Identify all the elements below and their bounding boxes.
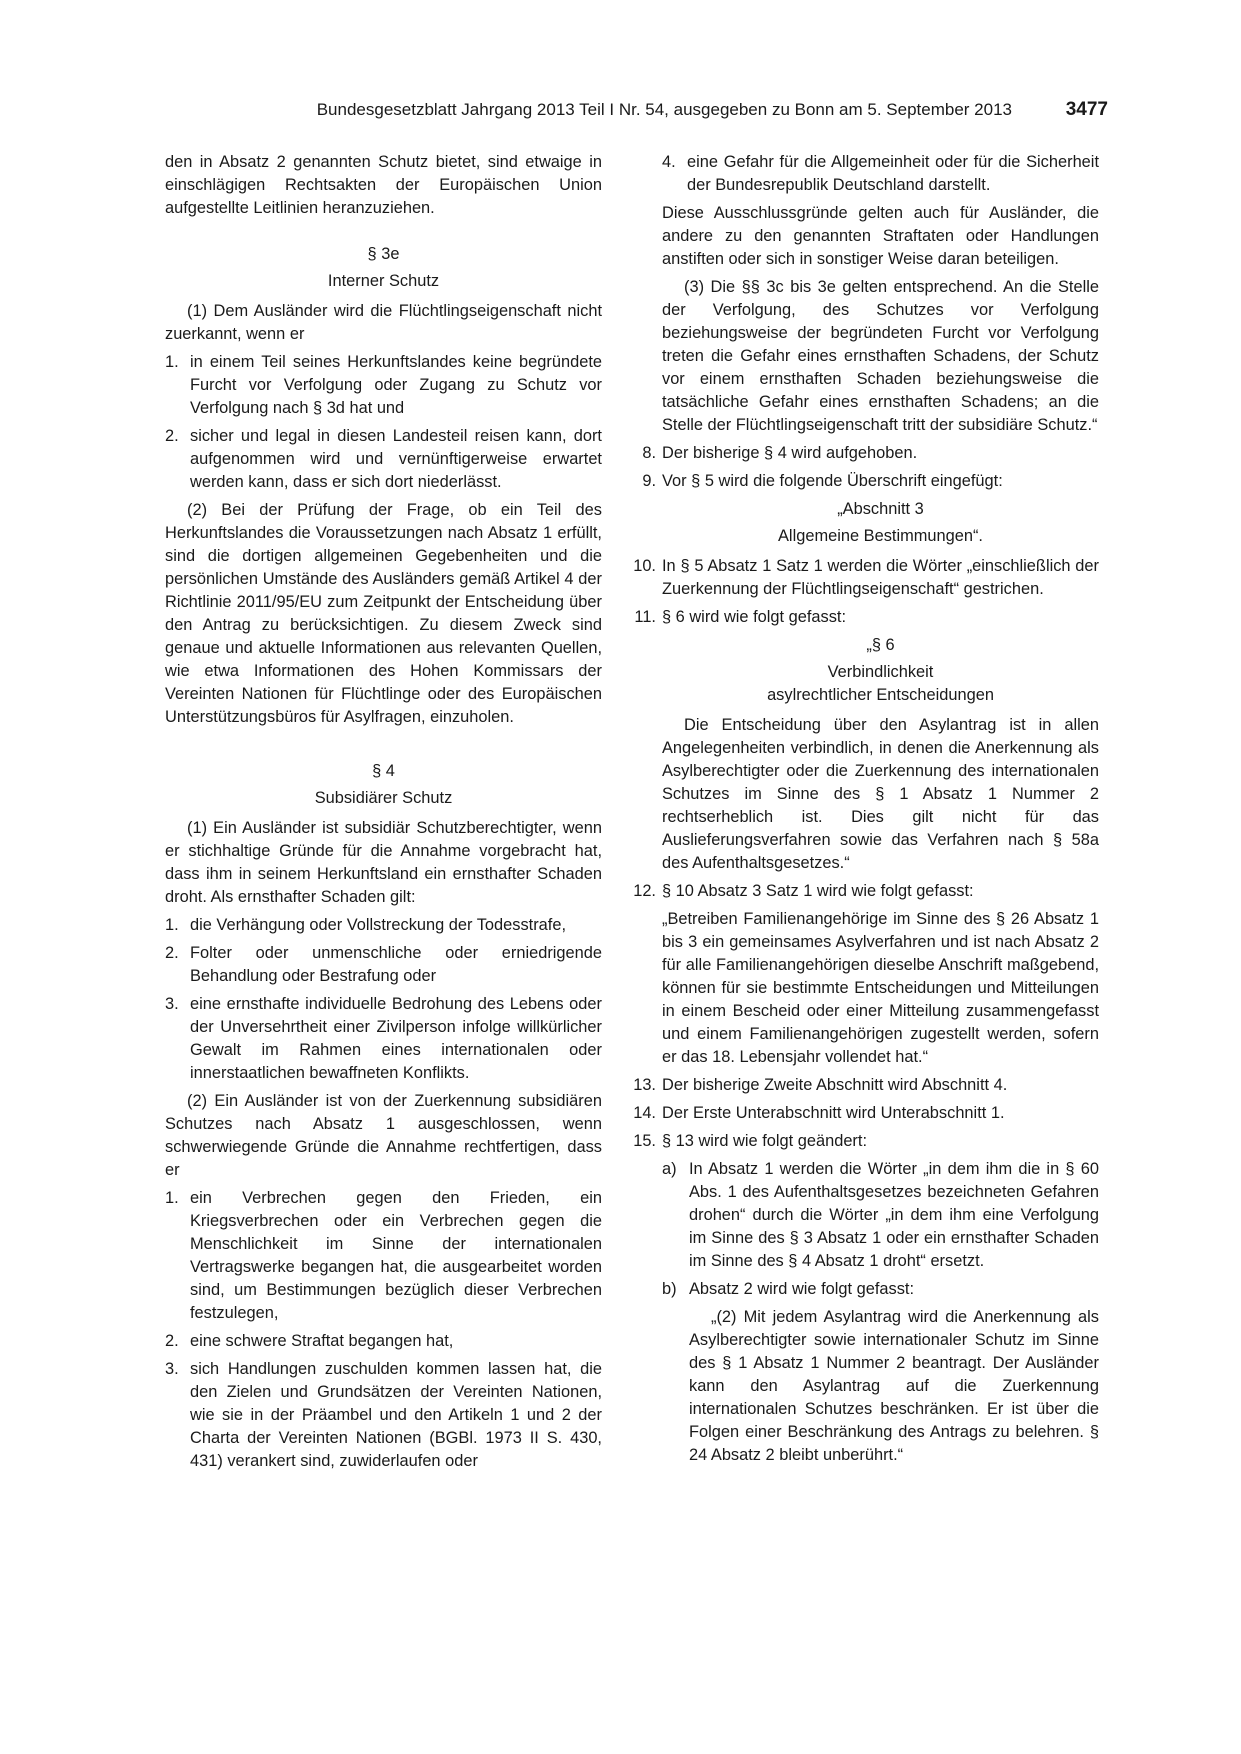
section-3e-heading: § 3e bbox=[367, 245, 400, 263]
section-6-heading: „§ 6 bbox=[866, 636, 895, 654]
amendment-item: 12. § 10 Absatz 3 Satz 1 wird wie folgt gefasst: bbox=[633, 882, 974, 900]
section-4-heading: § 4 bbox=[372, 762, 395, 780]
sub-item: b) Absatz 2 wird wie folgt gefasst: bbox=[662, 1280, 915, 1298]
sub-item: a) In Absatz 1 werden die Wörter „in dem ihm die in § 60 Abs. 1 des Aufenthaltsgesetzes bezeichneten Gefahren drohen“ durch die Wörter „in dem ihm eine Verfolgung im Sinne des § 3 Absatz 1 oder ein ernsthafter Schaden im Sinne des § 4 Absatz 1 droht“ ersetzt. bbox=[662, 1160, 1099, 1270]
section-3e-paragraph-1: (1) Dem Ausländer wird die Flüchtlingseigenschaft nicht zuerkannt, wenn er bbox=[165, 302, 602, 343]
section-6-text: Die Entscheidung über den Asylantrag ist in allen Angelegenheiten verbindlich, in denen die Anerkennung als Asylberechtigter oder die Zuerkennung des internationalen Schutzes im Sinne des § 1 Absatz 1 Nummer 2 rechtserheblich ist. Dies gilt nicht für das Auslieferungsverfahren sowie das Verfahren nach § 58a des Aufenthaltsgesetzes.“ bbox=[662, 716, 1099, 872]
page-header bbox=[0, 99, 1241, 123]
amendment-item: 10. In § 5 Absatz 1 Satz 1 werden die Wörter „einschließlich der Zuerkennung der Flüchtlingseigenschaft“ gestrichen. bbox=[633, 557, 1099, 598]
section-4-paragraph-2: (2) Ein Ausländer ist von der Zuerkennung subsidiären Schutzes nach Absatz 1 ausgeschlossen, wenn schwerwiegende Gründe die Annahme rechtfertigen, dass er bbox=[165, 1092, 602, 1179]
section-3e-paragraph-2: (2) Bei der Prüfung der Frage, ob ein Teil des Herkunftslandes die Voraussetzungen nach Absatz 1 erfüllt, sind die dortigen allgemeinen Gegebenheiten und die persönlichen Umstände des Ausländers gemäß Artikel 4 der Richtlinie 2011/95/EU zum Zeitpunkt der Entscheidung über den Antrag zu berücksichtigen. Zu diesem Zweck sind genaue und aktuelle Informationen aus relevanten Quellen, wie etwa Informationen des Hohen Kommissars der Vereinten Nationen für Flüchtlinge oder des Europäischen Unterstützungsbüros für Asylfragen, einzuholen. bbox=[165, 501, 602, 726]
paragraph-3: (3) Die §§ 3c bis 3e gelten entsprechend. An die Stelle der Verfolgung, des Schutzes vor Verfolgung beziehungsweise der begründeten Furcht vor Verfolgung treten die Gefahr eines ernsthaften Schadens, der Schutz vor einem ernsthaften Schaden beziehungsweise die tatsächliche Gefahr eines ernsthaften Schadens; an die Stelle der Flüchtlingseigenschaft tritt der subsidiäre Schutz.“ bbox=[662, 278, 1099, 434]
section-3e-title: Interner Schutz bbox=[327, 272, 440, 290]
section-6-title-line-1: Verbindlichkeit bbox=[827, 663, 934, 681]
list-item: 1. ein Verbrechen gegen den Frieden, ein Kriegsverbrechen oder ein Verbrechen gegen die Menschlichkeit im Sinne der internationalen Vertragswerke begangen hat, die ausgearbeitet worden sind, um Bestimmungen bezüglich dieser Verbrechen festzulegen, bbox=[165, 1189, 602, 1322]
amendment-item: 15. § 13 wird wie folgt geändert: bbox=[633, 1132, 868, 1150]
exclusion-paragraph: Diese Ausschlussgründe gelten auch für Ausländer, die andere zu den genannten Straftaten oder Handlungen anstiften oder sich in sonstiger Weise daran beteiligen. bbox=[662, 204, 1099, 268]
section-6-title-line-2: asylrechtlicher Entscheidungen bbox=[767, 686, 994, 704]
intro-paragraph: den in Absatz 2 genannten Schutz bietet, sind etwaige in einschlägigen Rechtsakten der Europäischen Union aufgestellte Leitlinien heranzuziehen. bbox=[165, 153, 602, 217]
abschnitt-3-heading: „Abschnitt 3 bbox=[837, 500, 924, 518]
section-4-paragraph-1: (1) Ein Ausländer ist subsidiär Schutzberechtigter, wenn er stichhaltige Gründe für die Annahme vorgebracht hat, dass ihm in seinem Herkunftsland ein ernsthafter Schaden droht. Als ernsthafter Schaden gilt: bbox=[165, 819, 602, 906]
gazette-title: Bundesgesetzblatt Jahrgang 2013 Teil I Nr. 54, ausgegeben zu Bonn am 5. September 2013 bbox=[316, 100, 1012, 119]
list-item: 3. sich Handlungen zuschulden kommen lassen hat, die den Zielen und Grundsätzen der Vereinten Nationen, wie sie in der Präambel und den Artikeln 1 und 2 der Charta der Vereinten Nationen (BGBl. 1973 II S. 430, 431) verankert sind, zuwiderlaufen oder bbox=[165, 1360, 602, 1470]
list-item: 2. Folter oder unmenschliche oder erniedrigende Behandlung oder Bestrafung oder bbox=[165, 944, 602, 985]
section-10-new-text: „Betreiben Familienangehörige im Sinne des § 26 Absatz 1 bis 3 ein gemeinsames Asylverfahren und ist nach Absatz 2 für alle Familienangehörigen dieselbe Anschrift maßgebend, können für sie bestimmte Entscheidungen und Mitteilungen in einem Bescheid oder einer Mitteilung zusammengefasst und einem Familienangehörigen zugestellt werden, sofern er das 18. Lebensjahr vollendet hat.“ bbox=[662, 910, 1099, 1066]
list-item: 2. eine schwere Straftat begangen hat, bbox=[165, 1332, 454, 1350]
list-item: 1. in einem Teil seines Herkunftslandes keine begründete Furcht vor Verfolgung oder Zugang zu Schutz vor Verfolgung nach § 3d hat und bbox=[165, 353, 602, 417]
list-item: 4. eine Gefahr für die Allgemeinheit oder für die Sicherheit der Bundesrepublik Deutschland darstellt. bbox=[662, 153, 1099, 194]
section-13-paragraph-2-text: „(2) Mit jedem Asylantrag wird die Anerkennung als Asylberechtigter sowie internationaler Schutz im Sinne des § 1 Absatz 1 Nummer 2 beantragt. Der Ausländer kann den Asylantrag auf die Zuerkennung internationalen Schutzes beschränken. Er ist über die Folgen einer Beschränkung des Antrags zu belehren. § 24 Absatz 2 bleibt unberührt.“ bbox=[689, 1308, 1099, 1464]
list-item: 2. sicher und legal in diesen Landesteil reisen kann, dort aufgenommen wird und vernünftigerweise erwartet werden kann, dass er sich dort niederlässt. bbox=[165, 427, 602, 491]
list-item: 3. eine ernsthafte individuelle Bedrohung des Lebens oder der Unversehrtheit einer Zivilperson infolge willkürlicher Gewalt im Rahmen eines internationalen oder innerstaatlichen bewaffneten Konflikts. bbox=[165, 995, 602, 1082]
amendment-item: 9. Vor § 5 wird die folgende Überschrift eingefügt: bbox=[642, 472, 1003, 490]
amendment-item: 8. Der bisherige § 4 wird aufgehoben. bbox=[642, 444, 918, 462]
amendment-item: 13. Der bisherige Zweite Abschnitt wird Abschnitt 4. bbox=[633, 1076, 1008, 1094]
abschnitt-3-title: Allgemeine Bestimmungen“. bbox=[778, 527, 983, 545]
right-column bbox=[633, 151, 1099, 1472]
page-number: 3477 bbox=[1065, 99, 1108, 120]
amendment-item: 11. § 6 wird wie folgt gefasst: bbox=[634, 608, 847, 626]
amendment-item: 14. Der Erste Unterabschnitt wird Unterabschnitt 1. bbox=[633, 1104, 1005, 1122]
list-item: 1. die Verhängung oder Vollstreckung der Todesstrafe, bbox=[165, 916, 567, 934]
section-4-title: Subsidiärer Schutz bbox=[314, 789, 453, 807]
left-column bbox=[165, 151, 602, 1478]
